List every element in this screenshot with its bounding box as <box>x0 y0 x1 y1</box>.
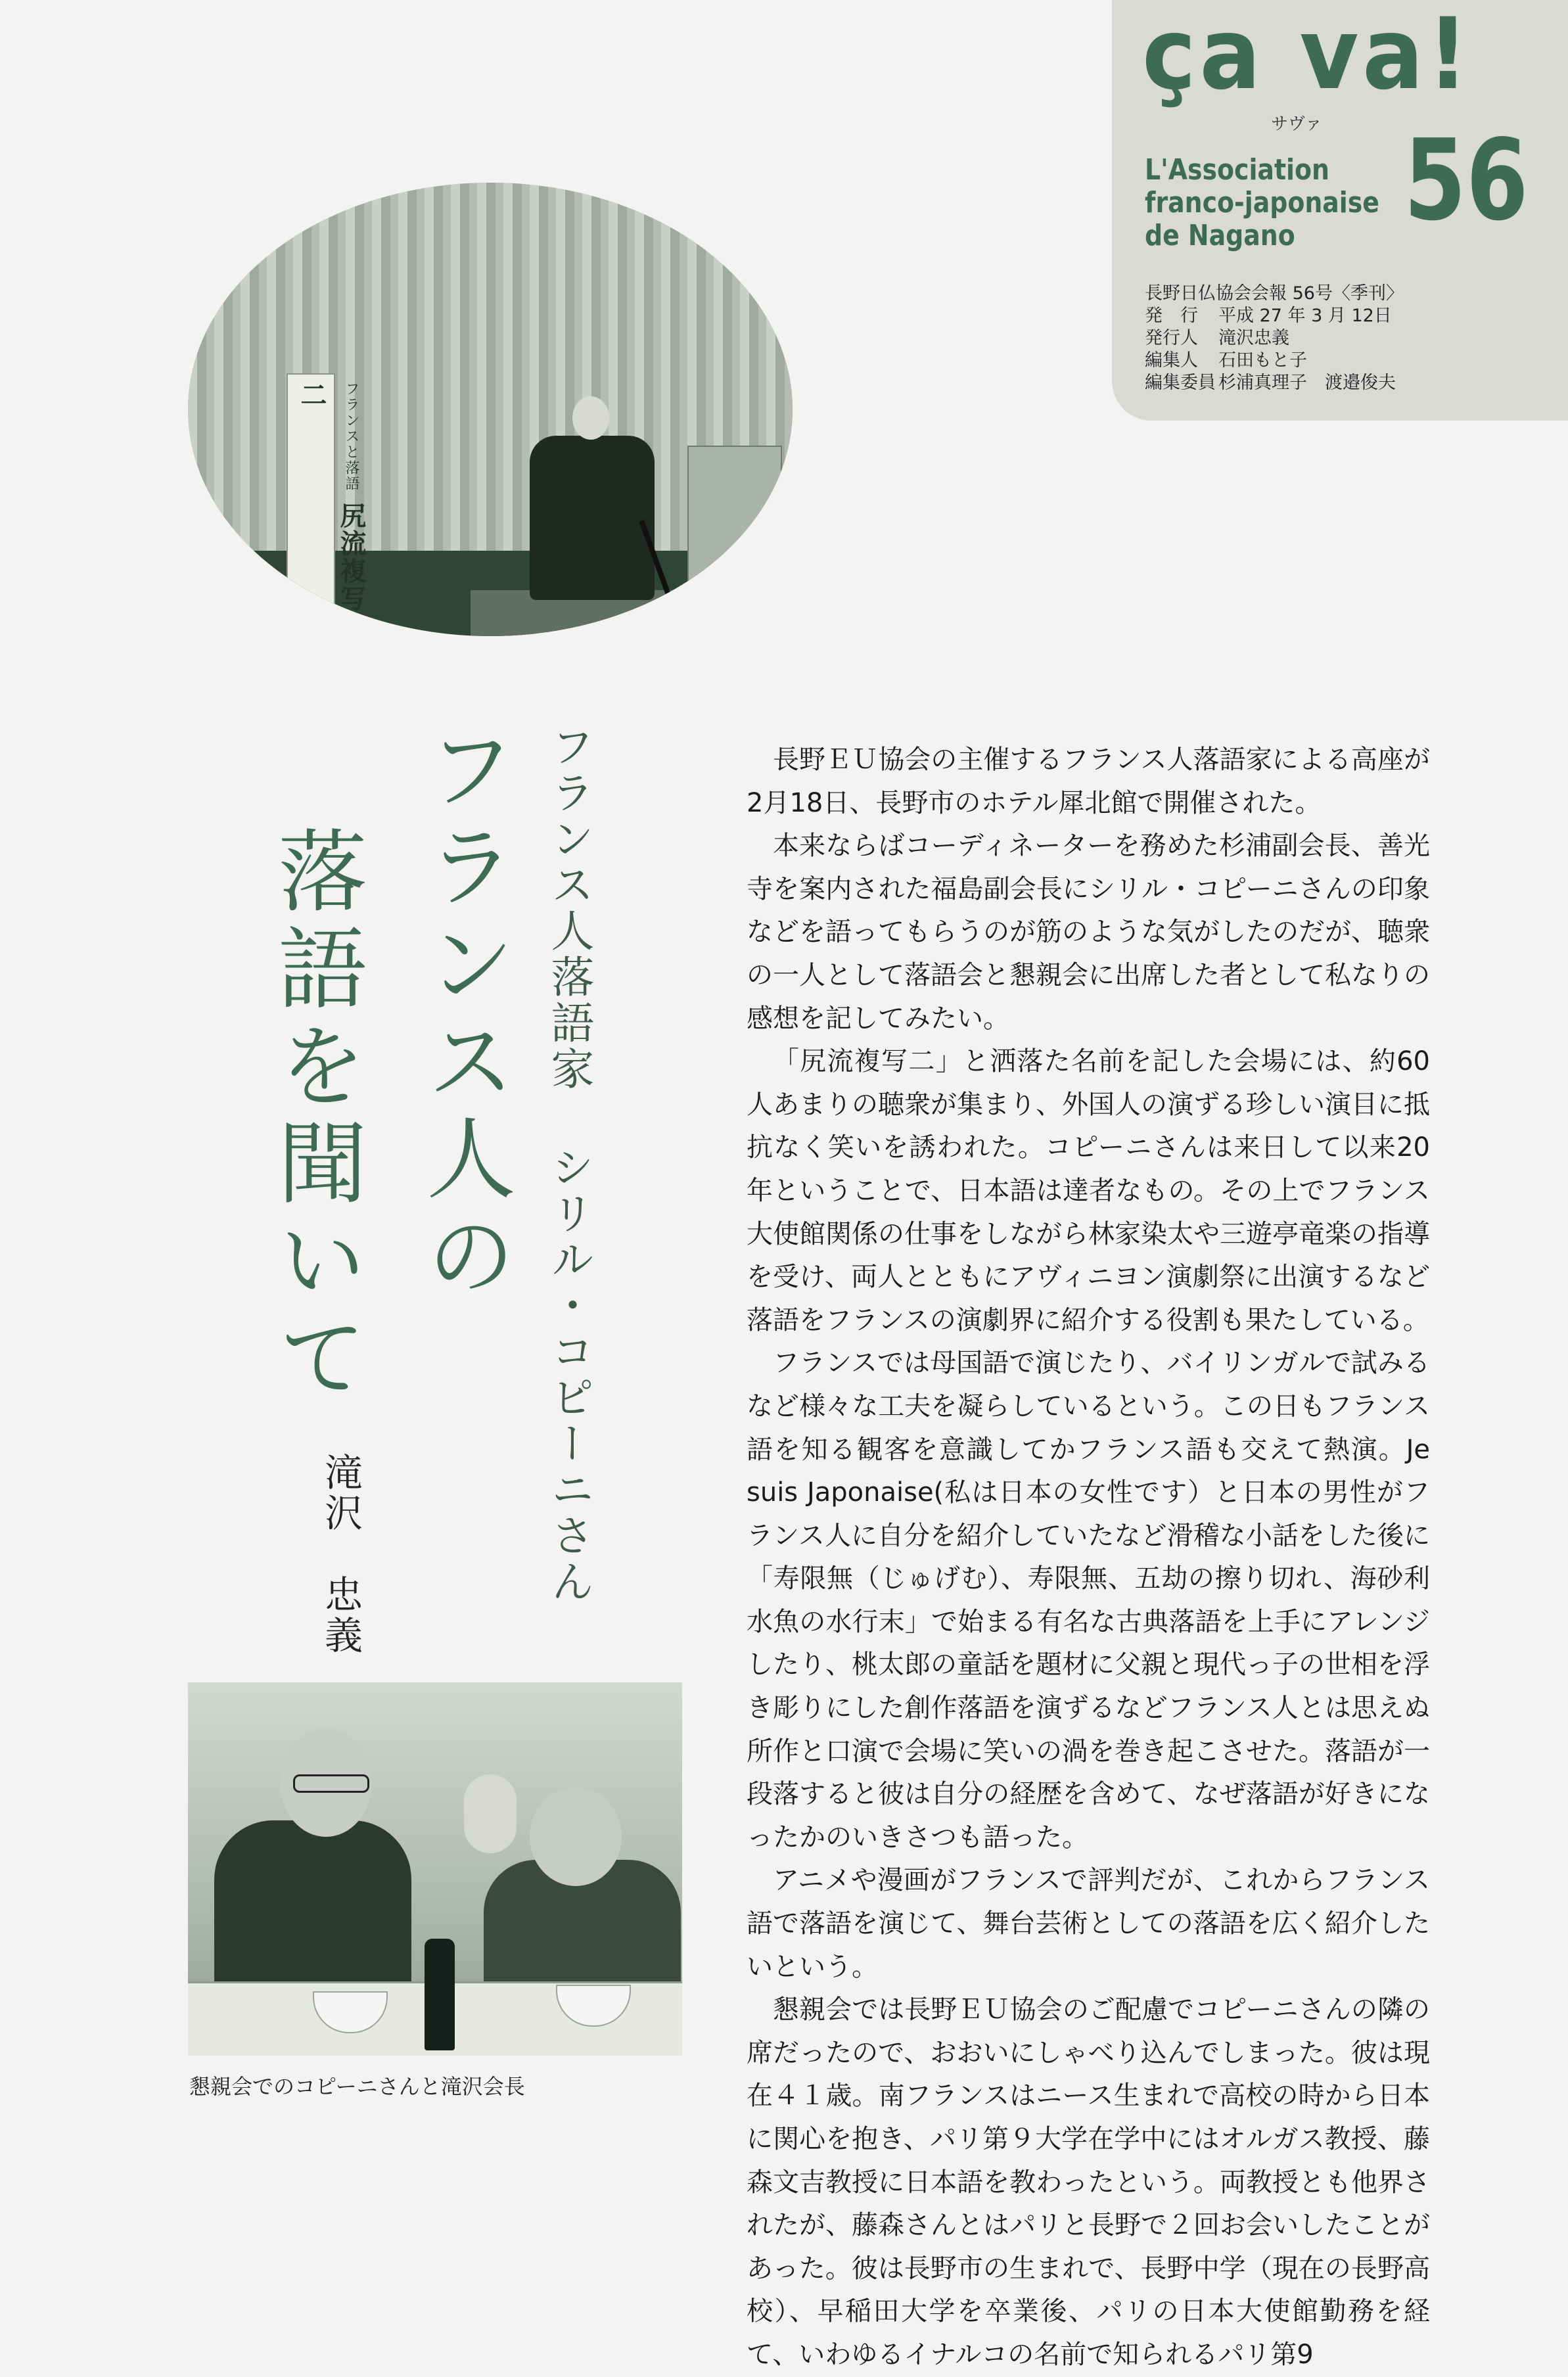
banner-title: 尻流複写二 <box>296 381 366 612</box>
person-takizawa-head <box>530 1788 622 1886</box>
photo-caption: 懇親会でのコピーニさんと滝沢会長 <box>189 2074 525 2099</box>
paragraph: フランスでは母国語で演じたり、バイリンガルで試みるなど様々な工夫を凝らしているという。この日もフランス語を知る観客を意識してかフランス語も交えて熱演。Je suis Japonaise(私は日本の女性です）と日本の男性がフランス人に自分を紹介していたなど滑稽な小話をした後に「寿限無（じゅげむ）、寿限無、五劫の擦り切れ、海砂利水魚の水行末」で始まる有名な古典落語を上手にアレンジしたり、桃太郎の童話を題材に父親と現代っ子の世相を浮き彫りにした創作落語を演ずるなどフランス人とは思えぬ所作と口演で会場に笑いの渦を巻き起こさせた。落語が一段落すると彼は自分の経歴を含めて、なぜ落語が好きになったかのいきさつも語った。 <box>747 1348 1430 1853</box>
publication-info <box>1145 283 1552 394</box>
publication-info-row: 長野日仏協会会報 56号〈季刊〉 <box>1145 283 1404 304</box>
article-author: 滝沢 忠義 <box>318 1452 363 1656</box>
paragraph: アニメや漫画がフランスで評判だが、これからフランス語で落語を演じて、舞台芸術としての落語を広く紹介したいという。 <box>747 1865 1430 1982</box>
association-line: de Nagano <box>1145 219 1295 252</box>
event-banner <box>287 373 366 636</box>
article-body <box>747 739 1430 2377</box>
paragraph: 懇親会では長野ＥＵ協会のご配慮でコピーニさんの隣の席だったので、おおいにしゃべり込んでしまった。彼は現在４１歳。南フランスはニース生まれで高校の時から日本に関心を抱き、パリ第９大学在学中にはオルガス教授、藤森文吉教授に日本語を教わったという。両教授とも他界されたが、藤森さんとはパリと長野で２回お会いしたことがあった。彼は長野市の生まれで、長野中学（現在の長野高校）、早稲田大学を卒業後、パリの日本大使館勤務を経て、いわゆるイナルコの名前で知られるパリ第9 <box>747 1995 1430 2370</box>
kicker-name: シリル・コピーニさん <box>543 1145 594 1605</box>
issue-number: 56 <box>1404 116 1529 246</box>
banner-subtitle: フランスと落語 <box>343 381 359 492</box>
article-kicker <box>538 724 600 1605</box>
masthead <box>1112 0 1568 421</box>
reception-photo <box>188 1682 682 2056</box>
publication-info-row: 編集委員 杉浦真理子 渡邉俊夫 <box>1145 373 1396 393</box>
association-name <box>1145 154 1382 252</box>
kicker-lead: フランス人落語家 <box>543 724 594 1092</box>
paragraph: 長野ＥＵ協会の主催するフランス人落語家による高座が2月18日、長野市のホテル犀北館で開催された。 <box>747 745 1430 818</box>
masthead-title: ça va! <box>1142 0 1473 112</box>
paragraph: 本来ならばコーディネーターを務めた杉浦副会長、善光寺を案内された福島副会長にシリル・コピーニさんの印象などを語ってもらうのが筋のような気がしたのだが、聴衆の一人として落語会と懇親会に出席した者として私なりの感想を記してみたい。 <box>747 831 1430 1034</box>
performer <box>530 436 655 600</box>
headline-line-2: 落語を聞いて <box>262 825 366 1408</box>
glasses-icon <box>293 1774 369 1793</box>
association-line: L'Association <box>1145 153 1329 187</box>
publication-info-row: 発行人 滝沢忠義 <box>1145 328 1289 348</box>
stage-photo <box>188 183 793 636</box>
association-line: franco-japonaise <box>1145 186 1379 219</box>
masthead-ruby: サヴァ <box>1271 114 1322 134</box>
performer-head <box>572 396 609 440</box>
sake-bottle <box>425 1939 455 2050</box>
paragraph: 「尻流複写二」と洒落た名前を記した会場には、約60人あまりの聴衆が集まり、外国人の演ずる珍しい演目に抵抗なく笑いを誘われた。コピーニさんは来日して以来20年ということで、日本語は達者なもの。その上でフランス大使館関係の仕事をしながら林家染太や三遊亭竜楽の指導を受け、両人とともにアヴィニヨン演劇祭に出演するなど落語をフランスの演劇界に紹介する役割も果たしている。 <box>747 1046 1430 1335</box>
raised-hand <box>464 1774 517 1853</box>
headline-line-1: フランス人の <box>411 723 515 1306</box>
publication-info-row: 発 行 平成 27 年 3 月 12日 <box>1145 306 1392 326</box>
publication-info-row: 編集人 石田もと子 <box>1145 350 1307 371</box>
